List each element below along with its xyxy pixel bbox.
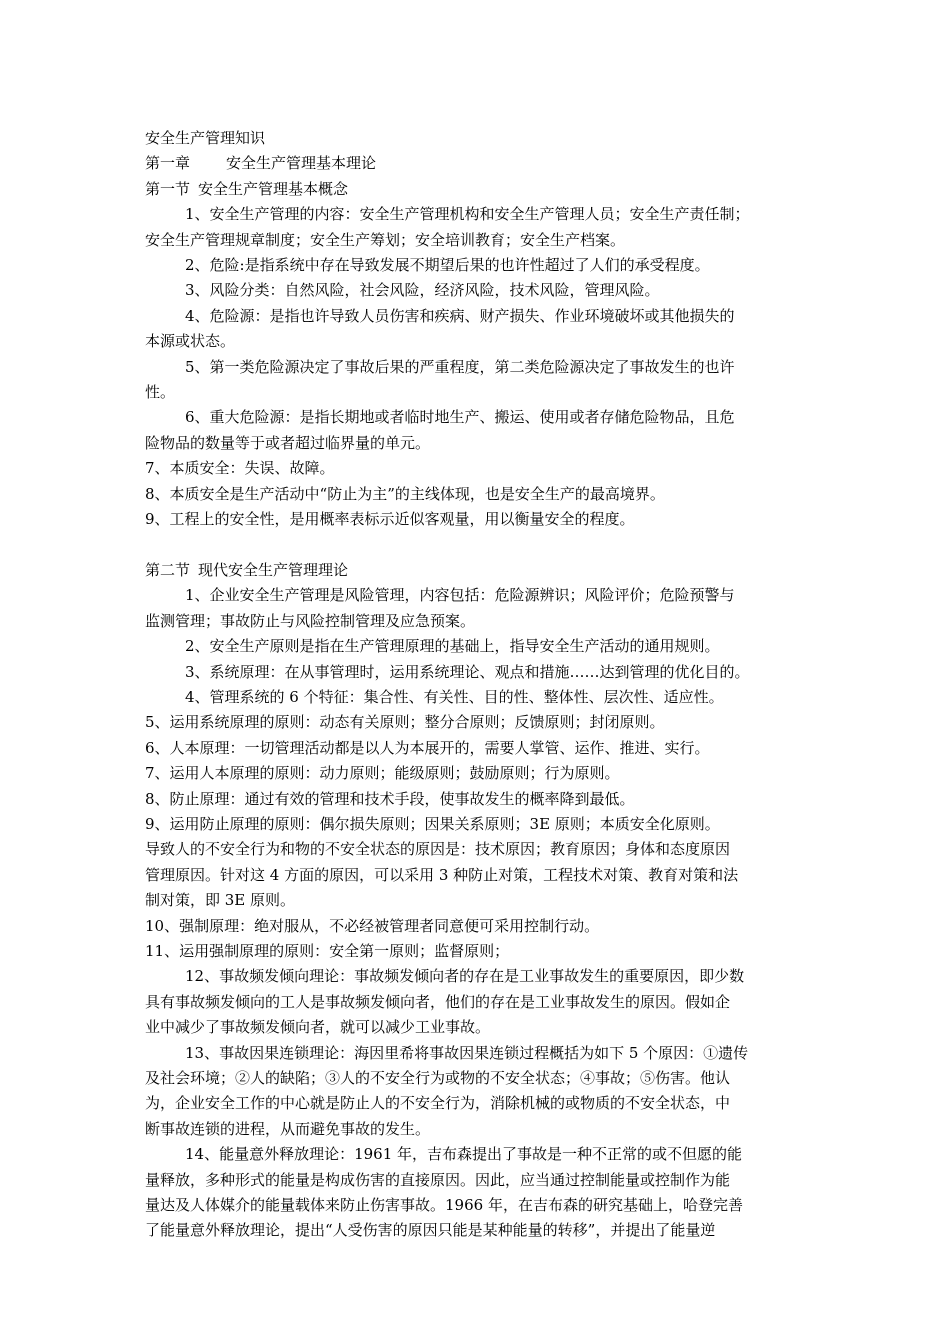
paragraph-line: 及社会环境；②人的缺陷；③人的不安全行为或物的不安全状态；④事故；⑤伤害。他认 (145, 1069, 731, 1088)
paragraph-line: 7、运用人本原理的原则：动力原则；能级原则；鼓励原则；行为原则。 (145, 764, 620, 783)
paragraph-line: 7、本质安全：失误、故障。 (145, 459, 335, 478)
paragraph-line: 2、安全生产原则是指在生产管理原理的基础上，指导安全生产活动的通用规则。 (185, 637, 720, 656)
paragraph-line: 安全生产管理规章制度；安全生产筹划；安全培训教育；安全生产档案。 (145, 230, 626, 249)
section-title: 安全生产管理基本概念 (198, 179, 349, 198)
section-title: 现代安全生产管理理论 (198, 560, 349, 579)
paragraph-line: 6、重大危险源：是指长期地或者临时地生产、搬运、使用或者存储危险物品，且危 (185, 408, 735, 427)
section-label: 第二节 (145, 560, 191, 579)
paragraph-line: 量释放，多种形式的能量是构成伤害的直接原因。因此，应当通过控制能量或控制作为能 (145, 1170, 731, 1189)
paragraph-line: 9、运用防止原理的原则：偶尔损失原则；因果关系原则；3E 原则；本质安全化原则。 (145, 814, 720, 833)
chapter-heading (145, 151, 807, 176)
document-title: 安全生产管理知识 (145, 129, 266, 147)
chapter-title: 安全生产管理基本理论 (226, 154, 377, 173)
section-label: 第一节 (145, 179, 191, 198)
paragraph-line: 3、系统原理：在从事管理时，运用系统理论、观点和措施……达到管理的优化目的。 (185, 662, 750, 681)
paragraph-line: 具有事故频发倾向的工人是事故频发倾向者，他们的存在是工业事故发生的原因。假如企 (145, 992, 731, 1011)
section-heading (145, 558, 807, 583)
paragraph-line: 6、人本原理：一切管理活动都是以人为本展开的，需要人掌管、运作、推进、实行。 (145, 738, 710, 757)
paragraph-line: 管理原因。针对这 4 方面的原因，可以采用 3 种防止对策，工程技术对策、教育对策和法 (145, 865, 739, 884)
paragraph-line: 10、强制原理：绝对服从，不必经被管理者同意便可采用控制行动。 (145, 916, 600, 935)
paragraph-line: 12、事故频发倾向理论：事故频发倾向者的存在是工业事故发生的重要原因，即少数 (185, 967, 745, 986)
paragraph-line: 8、防止原理：通过有效的管理和技术手段，使事故发生的概率降到最低。 (145, 789, 635, 808)
paragraph-line: 1、企业安全生产管理是风险管理，内容包括：危险源辨识；风险评价；危险预警与 (185, 586, 735, 605)
paragraph-line: 断事故连锁的进程，从而避免事故的发生。 (145, 1119, 431, 1138)
section-heading (145, 177, 807, 202)
paragraph-line: 14、能量意外释放理论：1961 年，吉布森提出了事故是一种不正常的或不但愿的能 (185, 1145, 743, 1164)
paragraph-line: 本源或状态。 (145, 332, 236, 351)
paragraph-line: 导致人的不安全行为和物的不安全状态的原因是：技术原因；教育原因；身体和态度原因 (145, 840, 731, 859)
paragraph-line: 了能量意外释放理论，提出“人受伤害的原因只能是某种能量的转移”，并提出了能量逆 (145, 1221, 716, 1240)
paragraph-line: 性。 (145, 383, 176, 402)
paragraph-line: 5、第一类危险源决定了事故后果的严重程度，第二类危险源决定了事故发生的也许 (185, 357, 735, 376)
paragraph-line: 11、运用强制原理的原则：安全第一原则；监督原则； (145, 941, 510, 960)
chapter-label: 第一章 (145, 154, 191, 173)
paragraph-line: 3、风险分类：自然风险，社会风险，经济风险，技术风险，管理风险。 (185, 281, 660, 300)
paragraph-line: 险物品的数量等于或者超过临界量的单元。 (145, 433, 431, 452)
paragraph-line: 4、管理系统的 6 个特征：集合性、有关性、目的性、整体性、层次性、适应性。 (185, 687, 724, 706)
blank-line (145, 533, 807, 558)
paragraph-line: 监测管理；事故防止与风险控制管理及应急预案。 (145, 611, 476, 630)
paragraph-line: 8、本质安全是生产活动中“防止为主”的主线体现，也是安全生产的最高境界。 (145, 484, 665, 503)
paragraph-line: 1、安全生产管理的内容：安全生产管理机构和安全生产管理人员；安全生产责任制； (185, 205, 750, 224)
paragraph-line: 5、运用系统原理的原则：动态有关原则；整分合原则；反馈原则；封闭原则。 (145, 713, 665, 732)
paragraph-line: 量达及人体媒介的能量载体来防止伤害事故。1966 年，在吉布森的研究基础上，哈登完善 (145, 1196, 743, 1215)
paragraph-line: 13、事故因果连锁理论：海因里希将事故因果连锁过程概括为如下 5 个原因：①遗传 (185, 1043, 749, 1062)
paragraph-line: 9、工程上的安全性，是用概率表标示近似客观量，用以衡量安全的程度。 (145, 510, 635, 529)
paragraph-line: 业中减少了事故频发倾向者，就可以减少工业事故。 (145, 1018, 491, 1037)
document-page (145, 126, 807, 1244)
paragraph-line: 2、危险:是指系统中存在导致发展不期望后果的也许性超过了人们的承受程度。 (185, 256, 710, 275)
paragraph-line: 为，企业安全工作的中心就是防止人的不安全行为，消除机械的或物质的不安全状态，中 (145, 1094, 731, 1113)
paragraph-line: 制对策，即 3E 原则。 (145, 891, 296, 910)
paragraph-line: 4、危险源：是指也许导致人员伤害和疾病、财产损失、作业环境破坏或其他损失的 (185, 306, 735, 325)
